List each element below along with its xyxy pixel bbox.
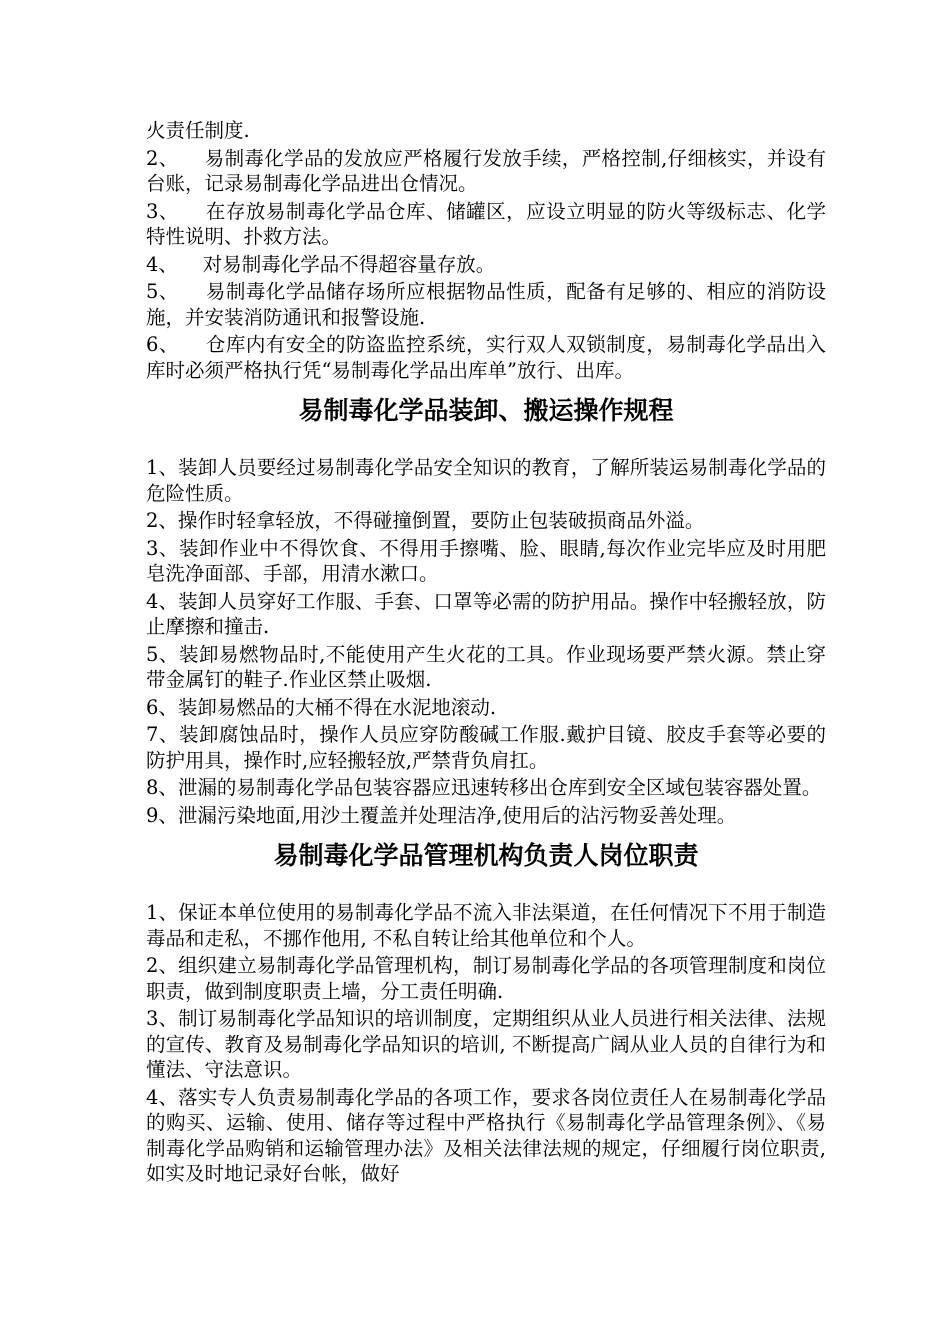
paragraph: 4、 对易制毒化学品不得超容量存放。 xyxy=(146,252,496,276)
intro-section xyxy=(146,118,826,383)
paragraph: 1、保证本单位使用的易制毒化学品不流入非法渠道，在任何情况下不用于制造毒品和走私，不挪作他用, 不私自转让给其他单位和个人。 xyxy=(146,901,826,950)
paragraph: 2、操作时轻拿轻放，不得碰撞倒置，要防止包装破损商品外溢。 xyxy=(146,509,705,532)
document-body xyxy=(146,118,833,1189)
paragraph: 3、 在存放易制毒化学品仓库、储罐区，应设立明显的防火等级标志、化学特性说明、扑救方法。 xyxy=(146,199,826,248)
loading-section xyxy=(146,455,826,828)
paragraph: 6、 仓库内有安全的防盗监控系统，实行双人双锁制度，易制毒化学品出入库时必须严格执行凭“易制毒化学品出库单”放行、出库。 xyxy=(146,333,826,382)
paragraph: 4、落实专人负责易制毒化学品的各项工作，要求各岗位责任人在易制毒化学品的购买、运输、使用、储存等过程中严格执行《易制毒化学品管理条例》、《易制毒化学品购销和运输管理办法》及相关法律法规的规定，仔细履行岗位职责, 如实及时地记录好台帐，做好 xyxy=(146,1085,833,1185)
paragraph: 1、装卸人员要经过易制毒化学品安全知识的教育，了解所装运易制毒化学品的危险性质。 xyxy=(146,456,826,505)
paragraph: 2、 易制毒化学品的发放应严格履行发放手续，严格控制,仔细核实，并设有台账，记录易制毒化学品进出仓情况。 xyxy=(146,146,826,195)
section-heading-loading: 易制毒化学品装卸、搬运操作规程 xyxy=(298,396,674,425)
paragraph: 3、装卸作业中不得饮食、不得用手擦嘴、脸、眼睛,每次作业完毕应及时用肥皂洗净面部、手部，用清水漱口。 xyxy=(146,536,826,585)
paragraph: 6、装卸易燃品的大桶不得在水泥地滚动. xyxy=(146,695,497,719)
paragraph: 8、泄漏的易制毒化学品包装容器应迅速转移出仓库到安全区域包装容器处置。 xyxy=(146,776,822,799)
paragraph: 4、装卸人员穿好工作服、手套、口罩等必需的防护用品。操作中轻搬轻放，防止摩擦和撞击. xyxy=(146,589,826,638)
paragraph: 火责任制度. xyxy=(146,119,250,142)
paragraph: 2、组织建立易制毒化学品管理机构，制订易制毒化学品的各项管理制度和岗位职责，做到制度职责上墙，分工责任明确. xyxy=(146,954,826,1003)
section-heading-duties: 易制毒化学品管理机构负责人岗位职责 xyxy=(273,841,699,870)
duties-section xyxy=(146,900,833,1187)
paragraph: 5、 易制毒化学品储存场所应根据物品性质，配备有足够的、相应的消防设施，并安装消防通讯和报警设施. xyxy=(146,280,826,329)
paragraph: 7、装卸腐蚀品时，操作人员应穿防酸碱工作服.戴护目镜、胶皮手套等必要的防护用具，操作时,应轻搬轻放,严禁背负肩扛。 xyxy=(146,723,826,772)
paragraph: 5、装卸易燃物品时,不能使用产生火花的工具。作业现场要严禁火源。禁止穿带金属钉的鞋子.作业区禁止吸烟. xyxy=(146,642,826,691)
paragraph: 9、泄漏污染地面,用沙土覆盖并处理洁净,使用后的沾污物妥善处理。 xyxy=(146,803,737,827)
paragraph: 3、制订易制毒化学品知识的培训制度，定期组织从业人员进行相关法律、法规的宣传、教育及易制毒化学品知识的培训, 不断提高广阔从业人员的自律行为和懂法、守法意识。 xyxy=(146,1007,826,1081)
